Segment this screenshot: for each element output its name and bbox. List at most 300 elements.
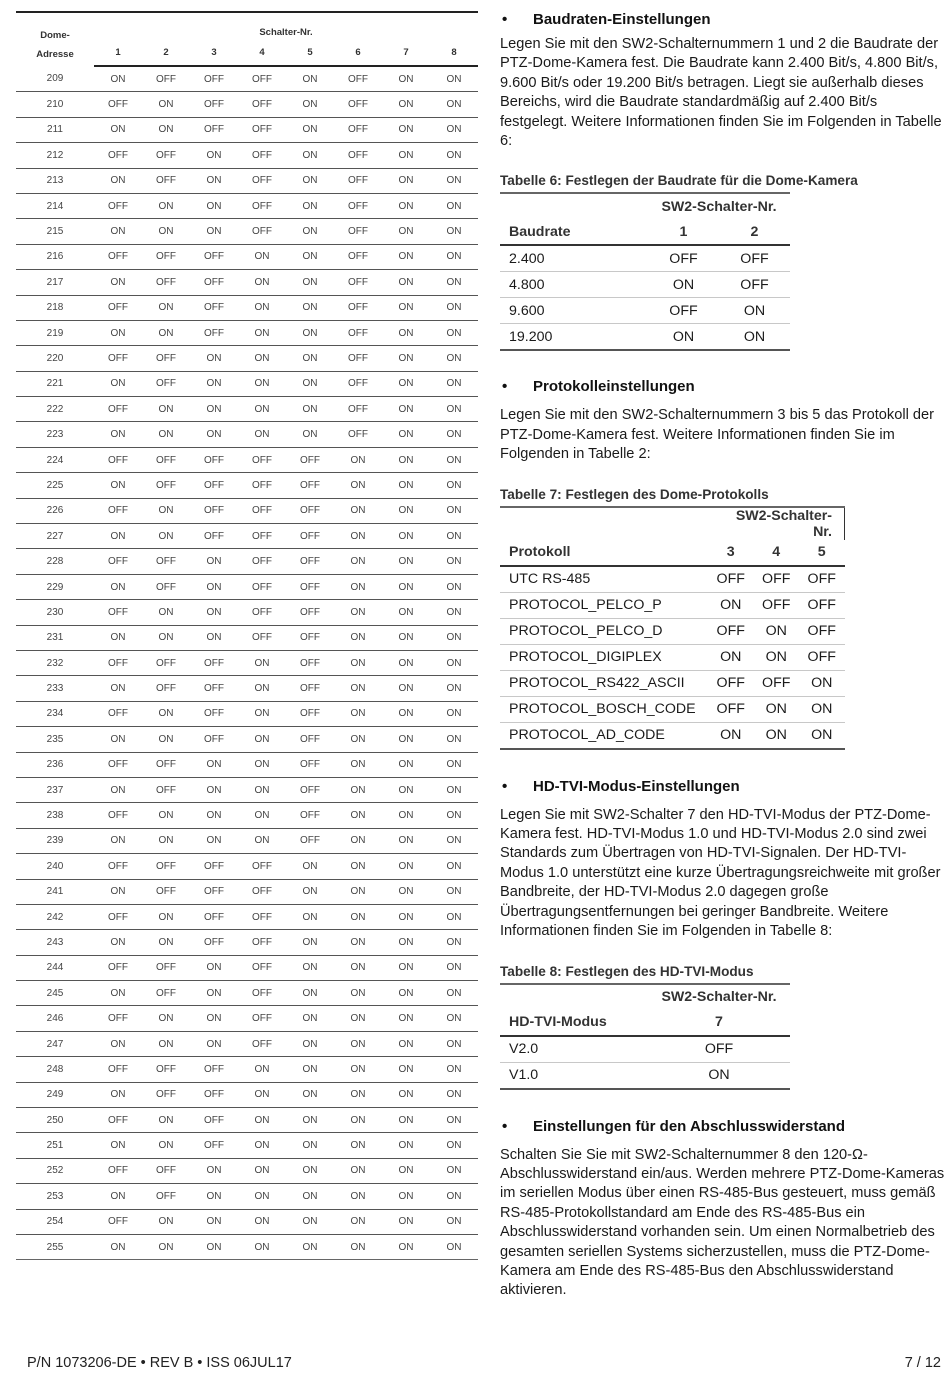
baud-value: 2.400 [500,245,648,272]
switch-state: ON [430,1108,478,1133]
switch-state: OFF [142,752,190,777]
switch-state: ON [190,955,238,980]
switch-state: ON [382,930,430,955]
hdtvi-table-header-row [500,1010,790,1036]
switch-state: ON [753,696,798,722]
switch-state: OFF [94,752,142,777]
table-row [16,524,478,549]
switch-state: ON [238,320,286,345]
switch-state: ON [382,676,430,701]
table-row [500,722,845,749]
switch-state: OFF [238,854,286,879]
mode-value: V1.0 [500,1062,648,1089]
switch-state: ON [238,803,286,828]
protocol-table-body [500,566,845,749]
protocol-name: PROTOCOL_AD_CODE [500,722,708,749]
switch-state: OFF [142,650,190,675]
dome-address: 254 [16,1209,94,1234]
switch-state: OFF [190,66,238,92]
switch-state: OFF [334,92,382,117]
table-row [16,1209,478,1234]
switch-header: 4 [238,40,286,66]
switch-state: OFF [190,524,238,549]
switch-state: ON [430,447,478,472]
switch-state: ON [286,244,334,269]
dome-address: 233 [16,676,94,701]
switch-state: OFF [238,524,286,549]
switch-state: ON [286,1108,334,1133]
table-row [16,168,478,193]
switch-state: ON [799,722,845,749]
switch-state: OFF [799,592,845,618]
dome-address: 255 [16,1234,94,1259]
switch-state: ON [190,981,238,1006]
switch-state: OFF [94,244,142,269]
switch-header: 8 [430,40,478,66]
switch-state: ON [190,397,238,422]
baud-table-header-row [500,219,790,245]
table-row [16,981,478,1006]
switch-state: ON [94,930,142,955]
switch-state: ON [142,904,190,929]
dome-address: 216 [16,244,94,269]
dome-address-table [16,11,478,1260]
table-row [16,1158,478,1183]
switch-state: OFF [142,270,190,295]
switch-state: OFF [94,1209,142,1234]
switch-state: OFF [286,524,334,549]
table-row [16,473,478,498]
switch-state: ON [382,295,430,320]
switch-state: ON [190,752,238,777]
switch-state: ON [238,777,286,802]
dome-address: 228 [16,549,94,574]
switch-state: ON [382,1209,430,1234]
switch-state: ON [382,904,430,929]
switch-state: OFF [286,498,334,523]
switch-state: ON [753,618,798,644]
switch-state: ON [382,270,430,295]
bullet-icon: • [502,378,508,396]
switch-state: ON [430,498,478,523]
switch-state: ON [334,549,382,574]
switch-state: ON [382,117,430,142]
table-row [500,324,790,351]
switch-state: OFF [190,701,238,726]
switch-state: OFF [190,727,238,752]
table-row [16,1082,478,1107]
switch-state: ON [334,1108,382,1133]
switch-state: ON [382,1184,430,1209]
baud-table-body [500,245,790,350]
switch-state: OFF [286,752,334,777]
switch-state: OFF [238,66,286,92]
switch-state: ON [430,854,478,879]
address-table-header-row-1 [16,12,478,40]
mode-value: V2.0 [500,1036,648,1063]
switch-state: ON [430,1184,478,1209]
dome-address: 212 [16,143,94,168]
dome-address: 217 [16,270,94,295]
switch-state: OFF [94,701,142,726]
switch-state: OFF [238,549,286,574]
switch-header: 4 [753,540,798,566]
switch-state: OFF [238,193,286,218]
protocol-name: UTC RS-485 [500,566,708,593]
table-row [500,566,845,593]
hdtvi-heading-text: HD-TVI-Modus-Einstellungen [533,777,740,795]
dome-address: 252 [16,1158,94,1183]
switch-state: ON [286,270,334,295]
switch-state: ON [334,828,382,853]
dome-address: 248 [16,1057,94,1082]
baud-heading [500,10,945,30]
table-row [16,320,478,345]
switch-state: ON [382,600,430,625]
switch-state: ON [430,1006,478,1031]
switch-header: 7 [382,40,430,66]
dome-address: 231 [16,625,94,650]
switch-state: ON [94,777,142,802]
switch-state: ON [430,879,478,904]
dome-address: 234 [16,701,94,726]
dome-address: 247 [16,1031,94,1056]
switch-state: ON [430,219,478,244]
switch-state: ON [142,600,190,625]
switch-state: OFF [334,397,382,422]
switch-state: ON [430,701,478,726]
switch-state: OFF [238,447,286,472]
table-row [16,1031,478,1056]
switch-state: ON [430,930,478,955]
baud-heading-text: Baudraten-Einstellungen [533,11,711,28]
switch-state: ON [430,1133,478,1158]
switch-state: OFF [753,670,798,696]
switch-state: OFF [142,66,190,92]
switch-state: OFF [238,117,286,142]
table-row [16,854,478,879]
dome-address: 240 [16,854,94,879]
switch-state: OFF [334,346,382,371]
switch-header: 2 [719,219,790,245]
switch-state: ON [799,696,845,722]
switch-state: OFF [142,143,190,168]
table-row [16,600,478,625]
protocol-name: PROTOCOL_PELCO_P [500,592,708,618]
switch-state: ON [334,803,382,828]
switch-state: OFF [708,566,753,593]
switch-header: 3 [708,540,753,566]
switch-state: OFF [286,625,334,650]
switch-state: ON [286,117,334,142]
table-row [16,346,478,371]
switch-state: ON [430,143,478,168]
switch-state: OFF [190,270,238,295]
switch-state: OFF [142,549,190,574]
switch-state: ON [382,397,430,422]
switch-state: ON [286,320,334,345]
switch-state: OFF [238,574,286,599]
table-row [16,117,478,142]
switch-state: OFF [286,549,334,574]
switch-state: ON [238,244,286,269]
switch-state: ON [334,955,382,980]
switch-state: ON [94,828,142,853]
switch-state: OFF [708,696,753,722]
dome-address: 236 [16,752,94,777]
switch-state: ON [430,371,478,396]
switch-state: OFF [708,618,753,644]
switch-state: OFF [142,168,190,193]
switch-header: 1 [94,40,142,66]
table-row [500,272,790,298]
dome-address: 237 [16,777,94,802]
baud-table [500,192,790,351]
table-row [16,92,478,117]
protocol-name: PROTOCOL_PELCO_D [500,618,708,644]
switch-state: ON [94,574,142,599]
switch-state: OFF [238,625,286,650]
baud-table-group-row [500,193,790,219]
dome-address: 218 [16,295,94,320]
switch-state: OFF [142,346,190,371]
protocol-table-header-row [500,540,845,566]
switch-state: ON [286,1006,334,1031]
dome-address: 232 [16,650,94,675]
dome-address: 239 [16,828,94,853]
switch-state: ON [430,650,478,675]
switch-state: OFF [708,670,753,696]
switch-state: OFF [334,295,382,320]
switch-state: ON [334,650,382,675]
switch-state: OFF [648,298,719,324]
switch-state: ON [382,752,430,777]
switch-state: ON [430,117,478,142]
switch-state: OFF [142,1057,190,1082]
switch-state: OFF [190,879,238,904]
switch-state: ON [190,828,238,853]
baud-paragraph: Legen Sie mit den SW2-Schalternummern 1 und 2 die Baudrate der PTZ-Dome-Kamera fest. Die Baudrate kann 2.400 Bit/s, 4.800 Bit/s, 9.600 Bit/s oder 19.200 Bit/s betragen. Liegt sie außerhalb dieses Bereichs, wird die Baudrate standardmäßig auf 2.400 Bit/s festgelegt. Weitere Informationen finden Sie im Folgenden in Tabelle 6: [500,36,942,150]
table-row [500,1062,790,1089]
switch-state: ON [142,625,190,650]
switch-state: ON [94,1184,142,1209]
switch-state: ON [142,397,190,422]
dome-address-header-line2: Adresse [36,49,74,60]
switch-state: ON [382,143,430,168]
switch-state: ON [142,219,190,244]
switch-state: ON [94,473,142,498]
switch-state: OFF [334,320,382,345]
switch-state: OFF [94,1057,142,1082]
switch-state: ON [286,219,334,244]
switch-state: ON [142,422,190,447]
switch-state: ON [334,752,382,777]
dome-address: 219 [16,320,94,345]
switch-state: ON [286,854,334,879]
right-column [500,10,945,1301]
switch-state: ON [238,346,286,371]
dome-address: 251 [16,1133,94,1158]
address-table-body [16,66,478,1260]
switch-header: 5 [799,540,845,566]
switch-state: ON [190,574,238,599]
switch-state: ON [142,295,190,320]
switch-state: ON [430,1082,478,1107]
switch-state: ON [430,777,478,802]
table-row [16,244,478,269]
switch-state: ON [382,168,430,193]
switch-state: OFF [648,1036,790,1063]
switch-state: OFF [190,650,238,675]
switch-state: ON [382,650,430,675]
switch-state: ON [382,854,430,879]
switch-state: ON [334,676,382,701]
switch-state: ON [94,727,142,752]
table-row [16,371,478,396]
switch-state: OFF [94,295,142,320]
switch-state: ON [142,1031,190,1056]
switch-state: ON [142,828,190,853]
table-row [16,879,478,904]
switch-state: ON [238,422,286,447]
switch-state: ON [334,904,382,929]
switch-state: ON [286,168,334,193]
switch-state: ON [430,600,478,625]
bullet-icon: • [502,1117,508,1135]
switch-state: OFF [190,676,238,701]
dome-address: 227 [16,524,94,549]
switch-state: OFF [190,1108,238,1133]
switch-state: OFF [142,879,190,904]
switch-state: OFF [94,1108,142,1133]
switch-state: OFF [799,618,845,644]
switch-header: 7 [648,1010,790,1036]
switch-state: OFF [334,422,382,447]
switch-state: ON [430,1234,478,1259]
switch-state: OFF [648,245,719,272]
switch-state: ON [142,1108,190,1133]
switch-state: ON [286,1158,334,1183]
switch-state: OFF [190,930,238,955]
switch-state: ON [142,1006,190,1031]
switch-state: ON [334,574,382,599]
switch-state: ON [708,592,753,618]
switch-state: ON [190,1158,238,1183]
hdtvi-table [500,983,790,1090]
switch-state: ON [94,371,142,396]
switch-state: OFF [142,854,190,879]
switch-state: OFF [190,904,238,929]
dome-address: 241 [16,879,94,904]
switch-state: ON [286,193,334,218]
switch-state: ON [94,219,142,244]
switch-state: ON [190,1031,238,1056]
table7-caption: Tabelle 7: Festlegen des Dome-Protokolls [500,486,769,502]
switch-state: ON [430,981,478,1006]
switch-state: ON [286,92,334,117]
switch-state: ON [238,701,286,726]
switch-state: OFF [190,295,238,320]
switch-group-header: Schalter-Nr. [259,27,313,38]
switch-state: OFF [286,727,334,752]
switch-state: ON [648,324,719,351]
switch-state: ON [190,625,238,650]
switch-state: ON [382,777,430,802]
switch-state: OFF [190,498,238,523]
bullet-icon: • [502,777,508,795]
protocol-name: PROTOCOL_RS422_ASCII [500,670,708,696]
switch-state: ON [430,524,478,549]
table-row [16,549,478,574]
switch-state: ON [286,397,334,422]
hdtvi-table-group-row [500,984,790,1010]
switch-state: ON [382,371,430,396]
switch-state: OFF [238,930,286,955]
termination-heading-text: Einstellungen für den Abschlusswiderstand [533,1117,845,1135]
switch-header: 3 [190,40,238,66]
protocol-heading [500,377,945,397]
switch-state: ON [94,1133,142,1158]
switch-state: ON [142,1133,190,1158]
baud-column-header: Baudrate [500,219,648,245]
switch-state: ON [382,701,430,726]
switch-state: ON [334,1057,382,1082]
switch-state: OFF [238,92,286,117]
switch-state: ON [430,904,478,929]
table-row [16,1006,478,1031]
bullet-icon: • [502,11,508,28]
switch-state: ON [382,1158,430,1183]
switch-state: ON [142,117,190,142]
table-row [16,803,478,828]
switch-state: OFF [286,447,334,472]
switch-state: ON [94,1234,142,1259]
table-row [16,955,478,980]
switch-state: ON [142,320,190,345]
switch-state: ON [142,524,190,549]
switch-state: ON [334,1006,382,1031]
switch-state: OFF [238,600,286,625]
switch-state: ON [94,1031,142,1056]
switch-state: OFF [334,168,382,193]
switch-state: OFF [286,701,334,726]
table-row [500,245,790,272]
dome-address: 230 [16,600,94,625]
switch-state: ON [430,473,478,498]
table-row [16,777,478,802]
switch-state: ON [430,1209,478,1234]
switch-state: ON [142,930,190,955]
switch-state: ON [334,625,382,650]
switch-state: ON [238,1108,286,1133]
switch-state: ON [382,244,430,269]
switch-state: OFF [142,574,190,599]
table-row [16,193,478,218]
switch-state: ON [94,879,142,904]
switch-state: ON [382,1006,430,1031]
switch-state: OFF [286,777,334,802]
switch-state: OFF [94,955,142,980]
switch-state: OFF [286,473,334,498]
table-row [16,676,478,701]
switch-state: ON [238,752,286,777]
switch-state: ON [94,320,142,345]
dome-address: 242 [16,904,94,929]
switch-state: ON [286,1057,334,1082]
switch-state: ON [190,168,238,193]
switch-state: ON [238,1133,286,1158]
switch-state: ON [334,701,382,726]
